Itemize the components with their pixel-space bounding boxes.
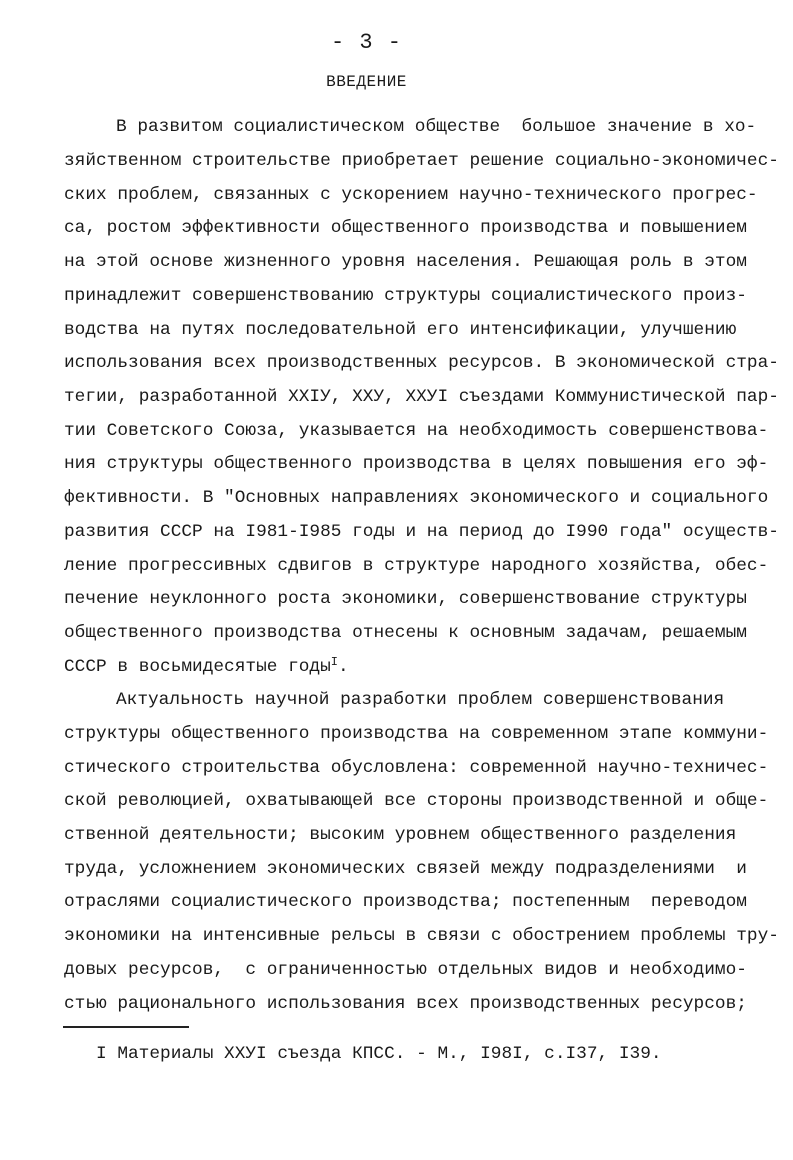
text-fragment: .: [337, 657, 349, 677]
text-line: тегии, разработанной XXIУ, XXУ, XXУI съездами Коммунистической пар-: [64, 387, 779, 407]
text-line: ственной деятельности; высоким уровнем общественного разделения: [64, 825, 737, 845]
text-line: ской революцией, охватывающей все стороны производственной и обще-: [64, 791, 769, 811]
footnote-reference: I: [330, 655, 338, 669]
text-line: экономики на интенсивные рельсы в связи с обострением проблемы тру-: [64, 926, 779, 946]
text-line: на этой основе жизненного уровня населения. Решающая роль в этом: [64, 252, 747, 272]
text-line-last: [64, 657, 349, 677]
text-line: тии Советского Союза, указывается на необходимость совершенствова-: [64, 421, 769, 441]
text-line: развития СССР на I981-I985 годы и на период до I990 года" осуществ-: [64, 522, 779, 542]
footnote: I Материалы XXУI съезда КПСС. - М., I98I, с.I37, I39.: [96, 1044, 662, 1064]
footnote-separator: [63, 1026, 189, 1028]
section-heading: ВВЕДЕНИЕ: [326, 73, 407, 91]
text-line: стью рационального использования всех производственных ресурсов;: [64, 994, 747, 1014]
text-line: Актуальность научной разработки проблем совершенствования: [116, 690, 725, 710]
text-line: довых ресурсов, с ограниченностью отдельных видов и необходимо-: [64, 960, 747, 980]
text-line: общественного производства отнесены к основным задачам, решаемым: [64, 623, 747, 643]
text-line: ление прогрессивных сдвигов в структуре народного хозяйства, обес-: [64, 556, 769, 576]
text-line: В развитом социалистическом обществе большое значение в хо-: [116, 117, 757, 137]
text-line: зяйственном строительстве приобретает решение социально-экономичес-: [64, 151, 779, 171]
text-line: фективности. В "Основных направлениях экономического и социального: [64, 488, 769, 508]
text-fragment: СССР в восьмидесятые годы: [64, 657, 331, 677]
page-number: - 3 -: [330, 30, 402, 55]
text-line: водства на путях последовательной его интенсификации, улучшению: [64, 320, 737, 340]
text-line: ния структуры общественного производства в целях повышения его эф-: [64, 454, 769, 474]
text-line: отраслями социалистического производства; постепенным переводом: [64, 892, 747, 912]
text-line: труда, усложнением экономических связей между подразделениями и: [64, 859, 747, 879]
text-line: ских проблем, связанных с ускорением научно-технического прогрес-: [64, 185, 758, 205]
text-line: печение неуклонного роста экономики, совершенствование структуры: [64, 589, 747, 609]
text-line: использования всех производственных ресурсов. В экономической стра-: [64, 353, 779, 373]
text-line: стического строительства обусловлена: современной научно-техничес-: [64, 758, 769, 778]
text-line: принадлежит совершенствованию структуры социалистического произ-: [64, 286, 747, 306]
text-line: са, ростом эффективности общественного производства и повышением: [64, 218, 747, 238]
text-line: структуры общественного производства на современном этапе коммуни-: [64, 724, 769, 744]
